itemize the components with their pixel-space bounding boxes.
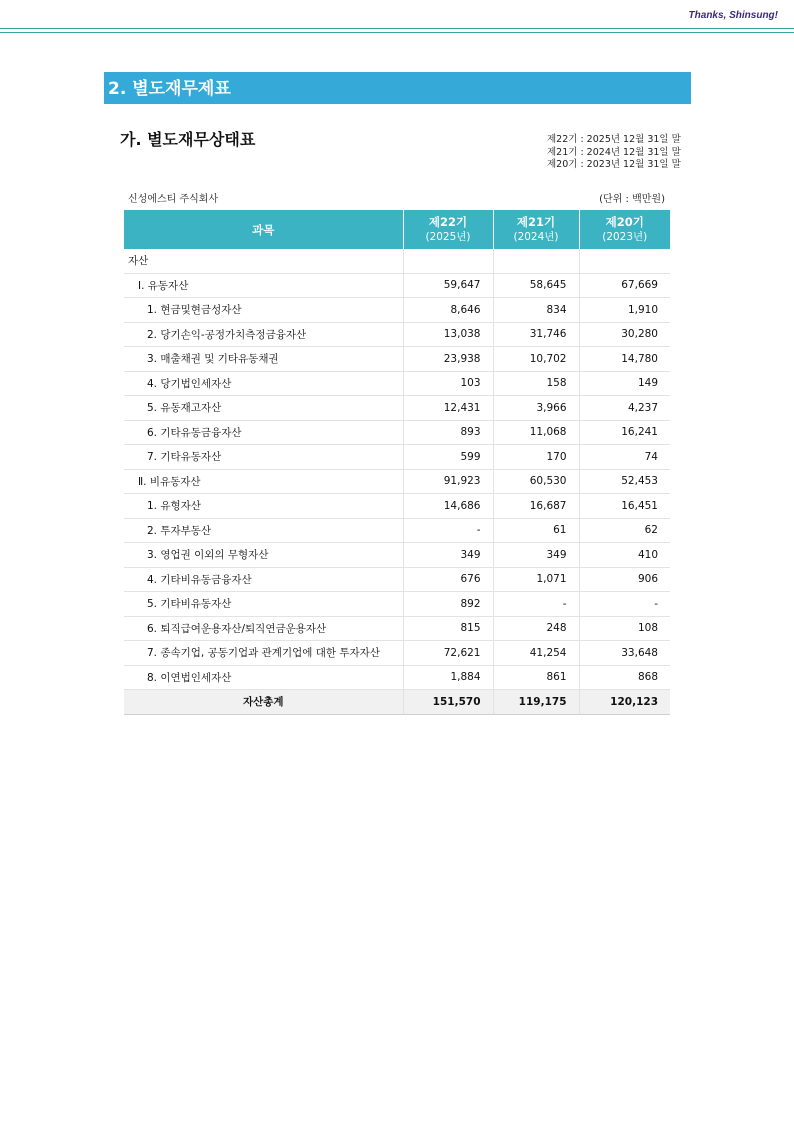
- value-cell: 10,702: [493, 347, 579, 372]
- table-row: [124, 420, 670, 445]
- total-label: 자산총계: [124, 690, 403, 715]
- value-cell: 892: [403, 592, 493, 617]
- value-cell: 4,237: [579, 396, 670, 421]
- value-cell: 599: [403, 445, 493, 470]
- row-label: 7. 종속기업, 공동기업과 관계기업에 대한 투자자산: [124, 641, 403, 666]
- value-cell: 103: [403, 371, 493, 396]
- table-row: [124, 298, 670, 323]
- subsection-title: 가. 별도재무상태표: [120, 130, 256, 149]
- total-value-cell: 151,570: [403, 690, 493, 715]
- value-cell: [493, 249, 579, 273]
- table-row: [124, 249, 670, 273]
- table-row: [124, 445, 670, 470]
- value-cell: 3,966: [493, 396, 579, 421]
- row-label: 자산: [124, 249, 403, 273]
- period-label: 제22기: [428, 215, 468, 229]
- value-cell: 349: [403, 543, 493, 568]
- value-cell: -: [403, 518, 493, 543]
- value-cell: 1,910: [579, 298, 670, 323]
- value-cell: 13,038: [403, 322, 493, 347]
- total-value-cell: 120,123: [579, 690, 670, 715]
- value-cell: 62: [579, 518, 670, 543]
- total-value-cell: 119,175: [493, 690, 579, 715]
- row-label: 3. 매출채권 및 기타유동채권: [124, 347, 403, 372]
- value-cell: 16,451: [579, 494, 670, 519]
- column-header-subject: 과목: [124, 210, 403, 249]
- period-label: 제21기: [516, 215, 556, 229]
- table-row: [124, 518, 670, 543]
- value-cell: 30,280: [579, 322, 670, 347]
- period-line: 제20기 : 2023년 12월 31일 말: [547, 159, 681, 170]
- row-label: Ⅱ. 비유동자산: [124, 469, 403, 494]
- total-row: [124, 690, 670, 715]
- table-row: [124, 396, 670, 421]
- header-divider: [0, 28, 794, 29]
- balance-sheet-table: [124, 210, 670, 715]
- value-cell: 11,068: [493, 420, 579, 445]
- row-label: 5. 기타비유동자산: [124, 592, 403, 617]
- table-row: [124, 371, 670, 396]
- row-label: 6. 기타유동금융자산: [124, 420, 403, 445]
- value-cell: 108: [579, 616, 670, 641]
- table-row: [124, 494, 670, 519]
- row-label: 2. 당기손익-공정가치측정금융자산: [124, 322, 403, 347]
- table-row: [124, 543, 670, 568]
- unit-label: (단위 : 백만원): [599, 194, 665, 205]
- value-cell: 676: [403, 567, 493, 592]
- row-label: 3. 영업권 이외의 무형자산: [124, 543, 403, 568]
- table-row: [124, 665, 670, 690]
- value-cell: 248: [493, 616, 579, 641]
- value-cell: 834: [493, 298, 579, 323]
- value-cell: 60,530: [493, 469, 579, 494]
- value-cell: -: [579, 592, 670, 617]
- column-header-period: [493, 210, 579, 249]
- table-row: [124, 592, 670, 617]
- value-cell: 61: [493, 518, 579, 543]
- value-cell: 149: [579, 371, 670, 396]
- header-divider: [0, 32, 794, 33]
- table-row: [124, 641, 670, 666]
- value-cell: 893: [403, 420, 493, 445]
- value-cell: 33,648: [579, 641, 670, 666]
- value-cell: 12,431: [403, 396, 493, 421]
- year-label: (2025년): [425, 231, 471, 243]
- value-cell: 1,884: [403, 665, 493, 690]
- value-cell: 41,254: [493, 641, 579, 666]
- row-label: 2. 투자부동산: [124, 518, 403, 543]
- value-cell: 906: [579, 567, 670, 592]
- value-cell: 8,646: [403, 298, 493, 323]
- value-cell: 158: [493, 371, 579, 396]
- value-cell: 815: [403, 616, 493, 641]
- value-cell: -: [493, 592, 579, 617]
- company-name: 신성에스티 주식회사: [128, 194, 219, 205]
- value-cell: 31,746: [493, 322, 579, 347]
- value-cell: 59,647: [403, 273, 493, 298]
- table-row: [124, 469, 670, 494]
- table-row: [124, 347, 670, 372]
- value-cell: 74: [579, 445, 670, 470]
- value-cell: 14,686: [403, 494, 493, 519]
- value-cell: 14,780: [579, 347, 670, 372]
- value-cell: 67,669: [579, 273, 670, 298]
- value-cell: 52,453: [579, 469, 670, 494]
- table-row: [124, 616, 670, 641]
- row-label: 4. 기타비유동금융자산: [124, 567, 403, 592]
- value-cell: 72,621: [403, 641, 493, 666]
- table-row: [124, 567, 670, 592]
- value-cell: 91,923: [403, 469, 493, 494]
- value-cell: 170: [493, 445, 579, 470]
- table-row: [124, 273, 670, 298]
- value-cell: 16,241: [579, 420, 670, 445]
- table-header-row: [124, 210, 670, 249]
- table-row: [124, 322, 670, 347]
- value-cell: [403, 249, 493, 273]
- row-label: 7. 기타유동자산: [124, 445, 403, 470]
- row-label: 1. 유형자산: [124, 494, 403, 519]
- year-label: (2024년): [513, 231, 559, 243]
- value-cell: 23,938: [403, 347, 493, 372]
- row-label: 5. 유동재고자산: [124, 396, 403, 421]
- value-cell: 58,645: [493, 273, 579, 298]
- column-header-period: [403, 210, 493, 249]
- period-line: 제21기 : 2024년 12월 31일 말: [547, 146, 681, 158]
- period-line: 제22기 : 2025년 12월 31일 말: [547, 134, 681, 145]
- period-label: 제20기: [605, 215, 644, 229]
- value-cell: 16,687: [493, 494, 579, 519]
- year-label: (2023년): [602, 231, 648, 243]
- row-label: 8. 이연법인세자산: [124, 665, 403, 690]
- value-cell: 349: [493, 543, 579, 568]
- brand-slogan: Thanks, Shinsung!: [688, 10, 778, 21]
- row-label: Ⅰ. 유동자산: [124, 273, 403, 298]
- value-cell: 410: [579, 543, 670, 568]
- row-label: 4. 당기법인세자산: [124, 371, 403, 396]
- row-label: 1. 현금및현금성자산: [124, 298, 403, 323]
- period-list: [547, 134, 681, 172]
- column-header-period: [579, 210, 670, 249]
- value-cell: 861: [493, 665, 579, 690]
- value-cell: 868: [579, 665, 670, 690]
- value-cell: [579, 249, 670, 273]
- section-title: 2. 별도재무제표: [104, 72, 691, 104]
- row-label: 6. 퇴직급여운용자산/퇴직연금운용자산: [124, 616, 403, 641]
- value-cell: 1,071: [493, 567, 579, 592]
